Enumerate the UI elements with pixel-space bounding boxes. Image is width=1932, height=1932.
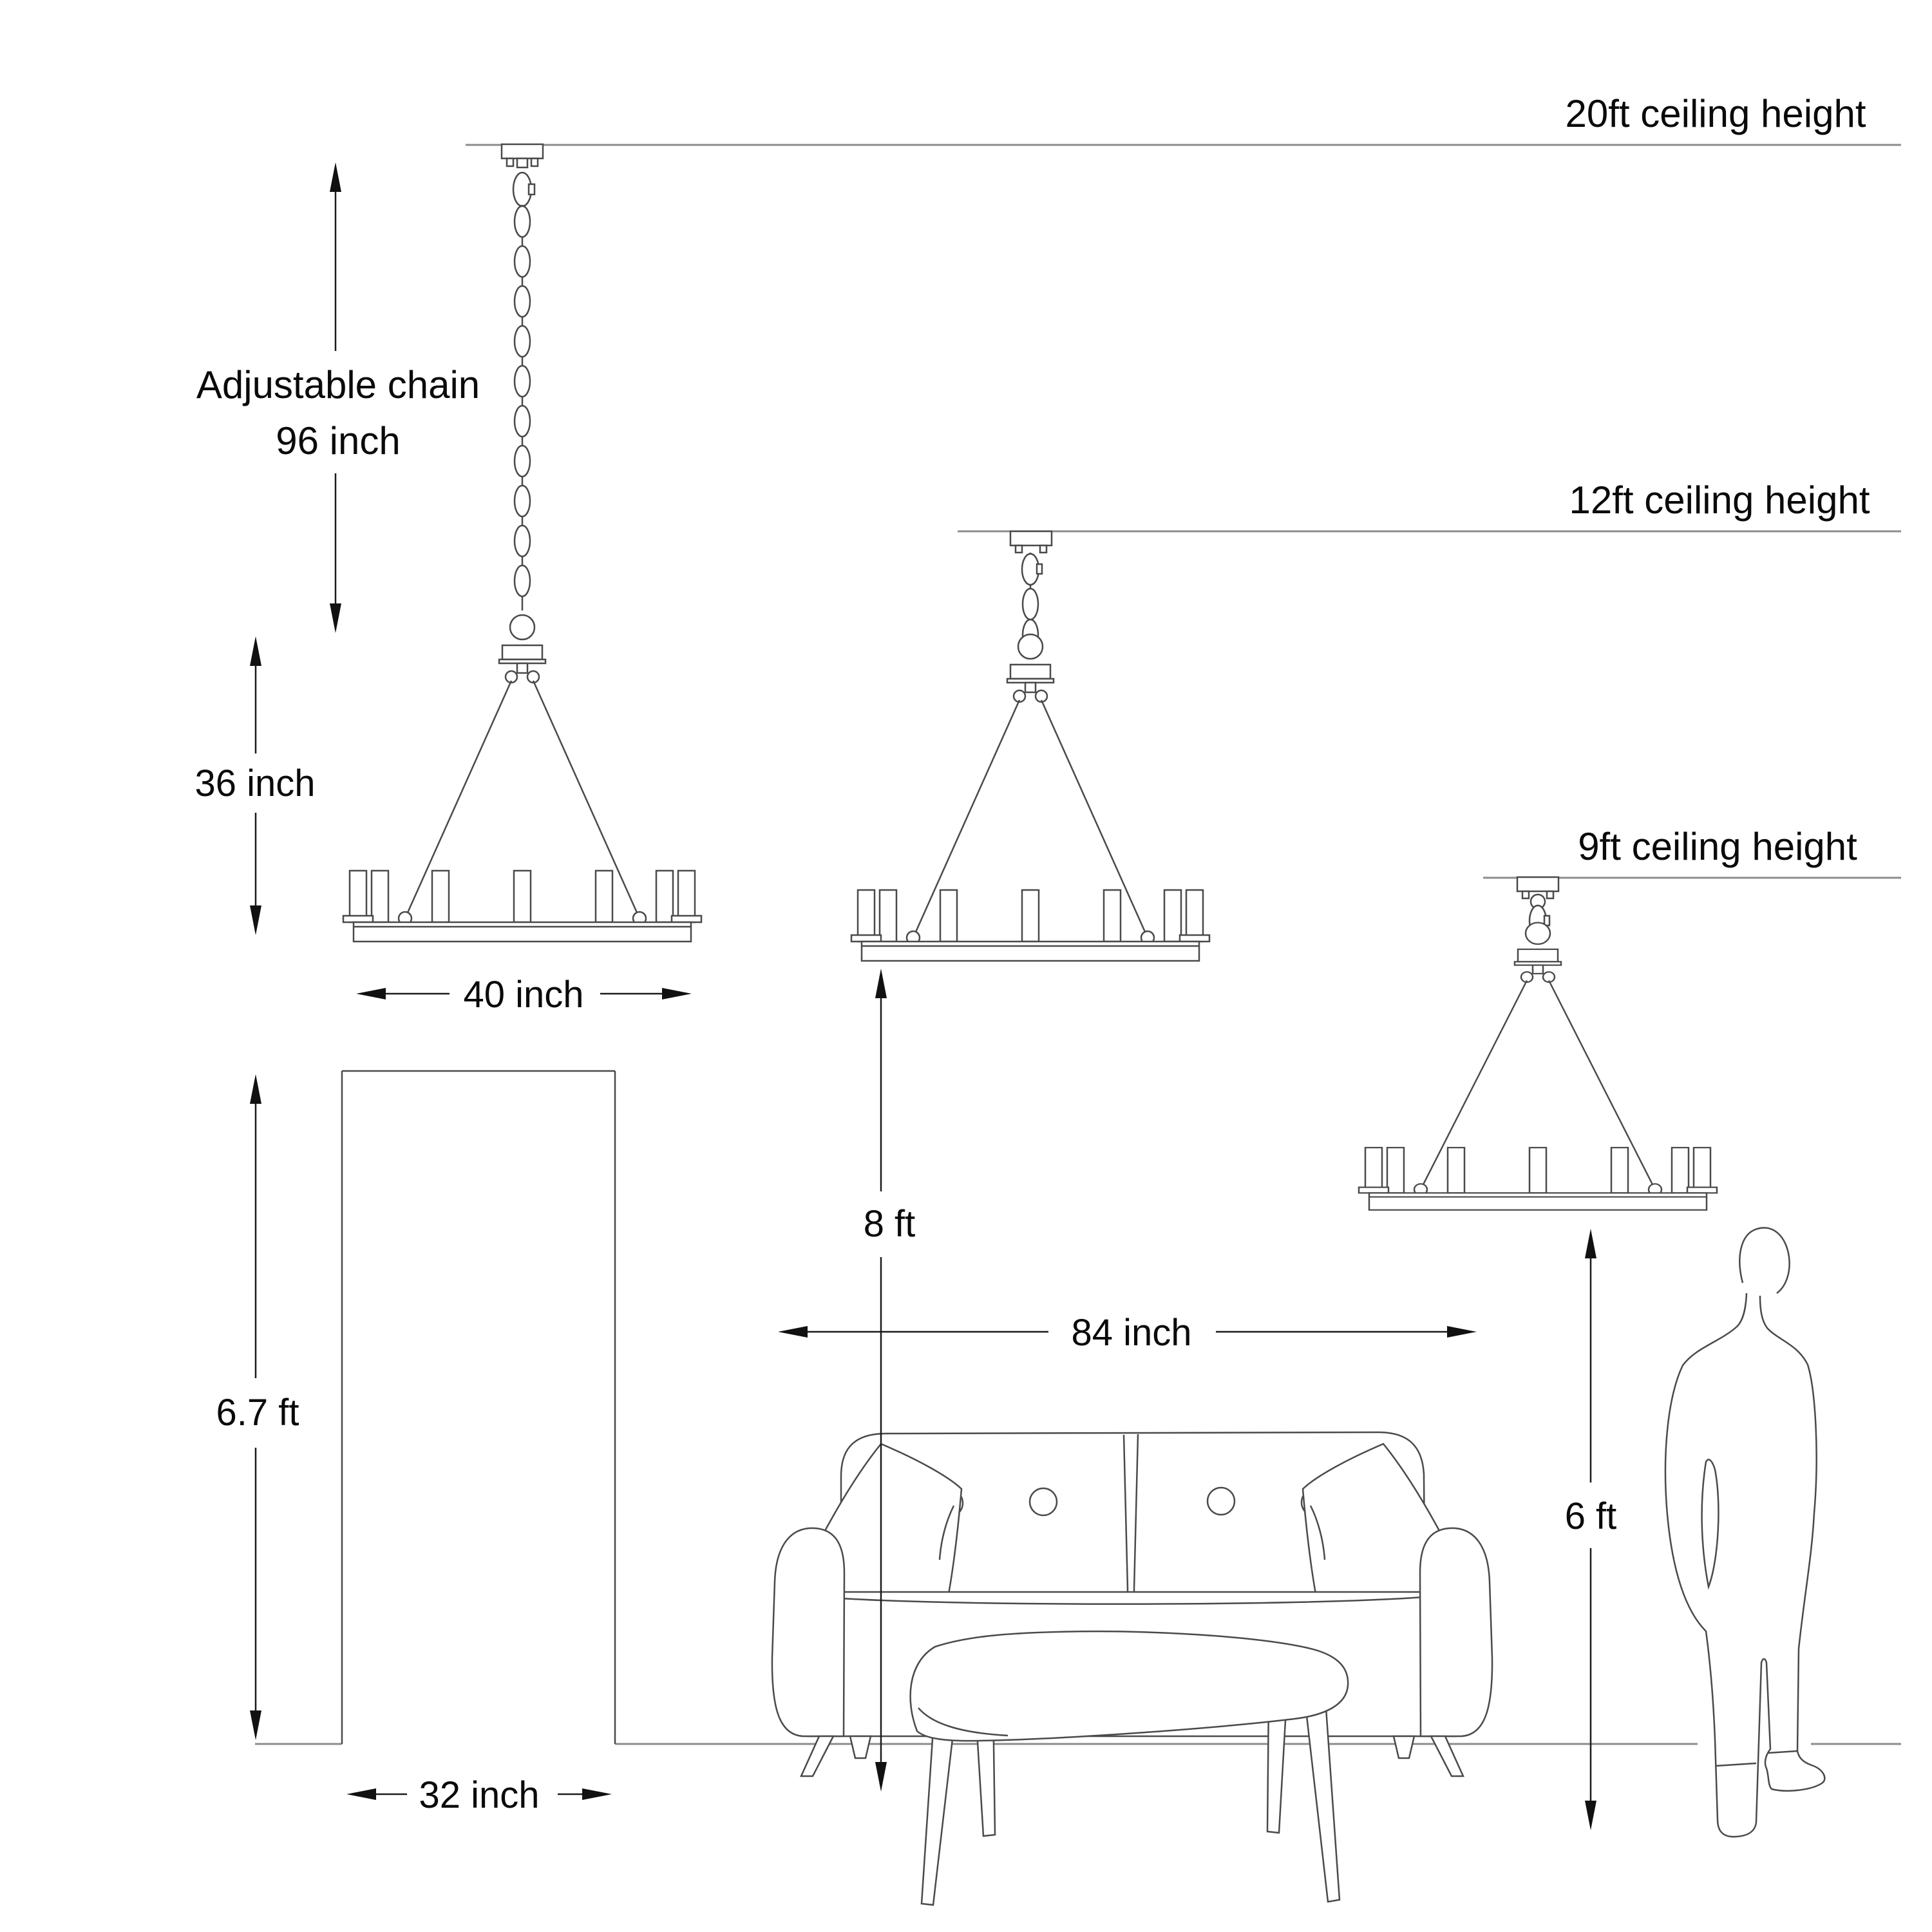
floor-to-fixture-label: 8 ft [863, 1203, 916, 1245]
door [342, 1071, 615, 1744]
arrow-down-icon [1585, 1801, 1596, 1830]
person-height-label: 6 ft [1564, 1495, 1617, 1537]
fixture-body [851, 634, 1209, 961]
coffee-table [911, 1631, 1349, 1905]
chain-label-line2: 96 inch [276, 419, 401, 462]
chandelier-9ft [1359, 877, 1717, 1210]
sofa-arm-right [1420, 1528, 1492, 1736]
dim-door-width [346, 1774, 612, 1816]
chandelier-12ft [851, 531, 1209, 961]
canopy [1517, 877, 1558, 891]
arrow-left-icon [346, 1788, 376, 1800]
sofa-button-2 [1030, 1488, 1057, 1515]
arrow-down-icon [875, 1762, 887, 1792]
ceiling-label-12ft: 12ft ceiling height [1569, 478, 1870, 522]
arrow-right-icon [1447, 1326, 1477, 1338]
arrow-left-icon [778, 1326, 808, 1338]
canopy-bolt-right [1547, 891, 1553, 898]
door-width-label: 32 inch [419, 1774, 540, 1816]
canopy-stem [517, 158, 527, 167]
fixture-diameter-label: 40 inch [463, 974, 584, 1016]
canopy-bolt-left [1016, 545, 1022, 553]
dim-fixture-diameter-40in [356, 974, 692, 1016]
dim-person-height [1565, 1229, 1617, 1830]
canopy-bolt-right [1040, 545, 1046, 553]
canopy [1010, 531, 1052, 545]
person-body [1665, 1293, 1824, 1837]
sofa-leg-front-right [1431, 1736, 1463, 1776]
sofa-leg-back-left [850, 1736, 871, 1758]
arrow-down-icon [330, 603, 341, 633]
canopy-bolt-left [507, 158, 513, 166]
canopy [502, 144, 543, 158]
sofa-leg-back-right [1394, 1736, 1414, 1758]
dim-fixture-height-36in [194, 636, 315, 935]
arrow-up-icon [330, 162, 341, 192]
canopy-bolt-right [531, 158, 538, 166]
arrow-down-icon [250, 1710, 261, 1740]
person-silhouette [1665, 1228, 1824, 1837]
fixture-body [343, 615, 701, 942]
dim-sofa-clearance [778, 1312, 1477, 1354]
ceiling-label-9ft: 9ft ceiling height [1578, 825, 1857, 868]
quick-link-nut [529, 184, 535, 194]
door-height-label: 6.7 ft [216, 1392, 299, 1434]
sofa-arm-left [772, 1528, 844, 1736]
canopy-bolt-left [1522, 891, 1529, 898]
dim-chain-96in [196, 162, 480, 633]
arrow-down-icon [250, 905, 261, 935]
arrow-up-icon [875, 969, 887, 998]
fixture-height-label: 36 inch [194, 762, 316, 804]
person-cuff-right [1768, 1751, 1797, 1753]
chain-label-line1: Adjustable chain [196, 363, 480, 406]
arrow-right-icon [582, 1788, 612, 1800]
arrow-up-icon [1585, 1229, 1596, 1258]
sofa-leg-front-left [801, 1736, 833, 1776]
arrow-up-icon [250, 636, 261, 666]
sofa-button-3 [1208, 1488, 1235, 1515]
sofa-clearance-label: 84 inch [1071, 1312, 1192, 1354]
dim-door-height [216, 1074, 299, 1740]
arrow-up-icon [250, 1074, 261, 1104]
arrow-right-icon [662, 988, 692, 999]
person-arm-gap [1702, 1459, 1719, 1587]
ceiling-label-20ft: 20ft ceiling height [1565, 92, 1866, 135]
arrow-left-icon [356, 988, 386, 999]
chandelier-20ft [343, 144, 701, 942]
person-cuff-left [1716, 1763, 1756, 1766]
fixture-body [1359, 923, 1717, 1210]
person-head [1739, 1228, 1789, 1293]
quick-link-nut [1037, 564, 1042, 574]
